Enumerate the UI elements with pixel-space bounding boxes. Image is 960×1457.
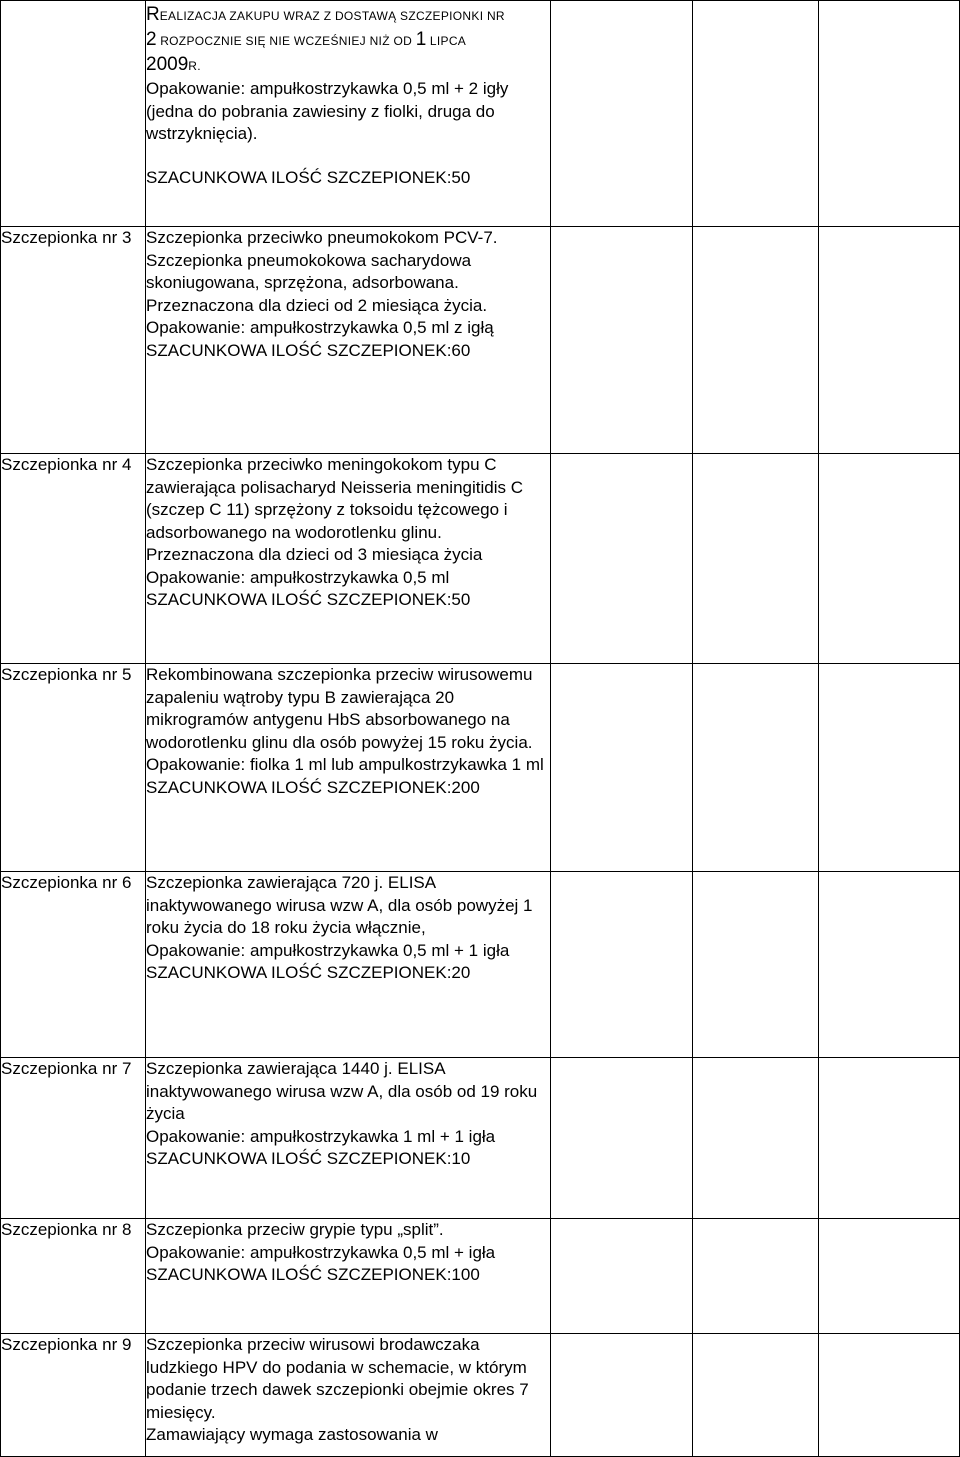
row-description-cell bbox=[146, 227, 551, 454]
empty-cell bbox=[551, 664, 693, 872]
empty-cell bbox=[693, 227, 819, 454]
empty-cell bbox=[551, 454, 693, 664]
description-line: Opakowanie: fiolka 1 ml lub ampulkostrzykawka 1 ml bbox=[146, 755, 544, 774]
row-description-cell bbox=[146, 1334, 551, 1457]
vaccine-number-label: Szczepionka nr 8 bbox=[1, 1219, 146, 1334]
row-description-cell bbox=[146, 872, 551, 1058]
table-row bbox=[1, 872, 960, 1058]
description-line: Rekombinowana szczepionka przeciw wirusowemu zapaleniu wątroby typu B zawierająca 20 mikrogramów antygenu HbS absorbowanego na wodorotlenku glinu dla osób powyżej 15 roku życia. bbox=[146, 665, 533, 752]
row-description-cell bbox=[146, 454, 551, 664]
description-line: Przeznaczona dla dzieci od 3 miesiąca życia bbox=[146, 545, 483, 564]
vaccine-number-label: Szczepionka nr 3 bbox=[1, 227, 146, 454]
empty-cell bbox=[551, 1058, 693, 1219]
empty-cell bbox=[819, 1334, 960, 1457]
empty-cell bbox=[819, 872, 960, 1058]
empty-cell bbox=[693, 872, 819, 1058]
empty-cell bbox=[551, 1, 693, 227]
table-row bbox=[1, 1058, 960, 1219]
empty-cell bbox=[551, 1334, 693, 1457]
empty-cell bbox=[551, 872, 693, 1058]
description-line: Szczepionka przeciwko pneumokokom PCV-7. Szczepionka pneumokokowa sacharydowa skoniugowana, sprzężona, adsorbowana. bbox=[146, 228, 498, 292]
quantity-text: SZACUNKOWA ILOŚĆ SZCZEPIONEK:20 bbox=[146, 963, 471, 982]
table-row bbox=[1, 227, 960, 454]
empty-cell bbox=[819, 1, 960, 227]
empty-cell bbox=[693, 1, 819, 227]
delivery-note: REALIZACJA ZAKUPU WRAZ Z DOSTAWĄ SZCZEPIONKI NR 2 ROZPOCZNIE SIĘ NIE WCZEŚNIEJ NIŻ OD 1 LIPCA 2009R. bbox=[146, 4, 505, 75]
empty-cell bbox=[551, 1219, 693, 1334]
empty-cell bbox=[819, 664, 960, 872]
quantity-text: SZACUNKOWA ILOŚĆ SZCZEPIONEK:50 bbox=[146, 590, 471, 609]
empty-cell bbox=[693, 664, 819, 872]
description-line: Opakowanie: ampułkostrzykawka 0,5 ml + igła bbox=[146, 1242, 496, 1262]
row-description-cell bbox=[146, 1219, 551, 1334]
table-row bbox=[1, 1219, 960, 1334]
vaccine-number-label: Szczepionka nr 4 bbox=[1, 454, 146, 664]
empty-cell bbox=[819, 1058, 960, 1219]
quantity-text: SZACUNKOWA ILOŚĆ SZCZEPIONEK:60 bbox=[146, 340, 471, 360]
row-description-cell bbox=[146, 1058, 551, 1219]
table-row bbox=[1, 664, 960, 872]
row-label-cell bbox=[1, 1, 146, 227]
description-line: Opakowanie: ampułkostrzykawka 0,5 ml bbox=[146, 567, 450, 587]
empty-cell bbox=[819, 454, 960, 664]
vaccine-number-label: Szczepionka nr 5 bbox=[1, 664, 146, 872]
empty-cell bbox=[819, 227, 960, 454]
empty-cell bbox=[819, 1219, 960, 1334]
empty-cell bbox=[693, 1334, 819, 1457]
description-line: Opakowanie: ampułkostrzykawka 0,5 ml + 1 igła bbox=[146, 940, 510, 960]
vaccine-number-label: Szczepionka nr 7 bbox=[1, 1058, 146, 1219]
quantity-text: SZACUNKOWA ILOŚĆ SZCZEPIONEK:10 bbox=[146, 1149, 471, 1168]
description-line: Szczepionka przeciw wirusowi brodawczaka ludzkiego HPV do podania w schemacie, w którym podanie trzech dawek szczepionki obejmie okres 7 miesięcy. bbox=[146, 1335, 529, 1422]
empty-cell bbox=[693, 454, 819, 664]
description-line: Opakowanie: ampułkostrzykawka 1 ml + 1 igła bbox=[146, 1126, 496, 1146]
vaccine-number-label: Szczepionka nr 9 bbox=[1, 1334, 146, 1457]
description-line: Opakowanie: ampułkostrzykawka 0,5 ml z igłą bbox=[146, 318, 494, 337]
row-description-cell bbox=[146, 664, 551, 872]
table-row bbox=[1, 1, 960, 227]
table-row bbox=[1, 454, 960, 664]
empty-cell bbox=[551, 227, 693, 454]
empty-cell bbox=[693, 1058, 819, 1219]
description-line: Szczepionka zawierająca 720 j. ELISA inaktywowanego wirusa wzw A, dla osób powyżej 1 roku życia do 18 roku życia włącznie, bbox=[146, 873, 533, 937]
table-row bbox=[1, 1334, 960, 1457]
quantity-text: SZACUNKOWA ILOŚĆ SZCZEPIONEK:50 bbox=[146, 167, 471, 187]
packaging-text: Opakowanie: ampułkostrzykawka 0,5 ml + 2 igły (jedna do pobrania zawiesiny z fiolki, druga do wstrzyknięcia). bbox=[146, 79, 509, 143]
description-line: Szczepionka przeciw grypie typu „split”. bbox=[146, 1220, 444, 1239]
quantity-text: SZACUNKOWA ILOŚĆ SZCZEPIONEK:100 bbox=[146, 1265, 480, 1284]
description-line: Szczepionka zawierająca 1440 j. ELISA inaktywowanego wirusa wzw A, dla osób od 19 roku życia bbox=[146, 1059, 538, 1123]
vaccine-number-label: Szczepionka nr 6 bbox=[1, 872, 146, 1058]
description-line: Szczepionka przeciwko meningokokom typu C zawierająca polisacharyd Neisseria meningitidis C (szczep C 11) sprzężony z toksoidu tężcowego i adsorbowanego na wodorotlenku glinu. bbox=[146, 455, 523, 542]
empty-cell bbox=[693, 1219, 819, 1334]
row-description-cell bbox=[146, 1, 551, 227]
quantity-text: SZACUNKOWA ILOŚĆ SZCZEPIONEK:200 bbox=[146, 777, 480, 797]
description-line: Zamawiający wymaga zastosowania w bbox=[146, 1425, 438, 1444]
description-line: Przeznaczona dla dzieci od 2 miesiąca życia. bbox=[146, 295, 488, 315]
